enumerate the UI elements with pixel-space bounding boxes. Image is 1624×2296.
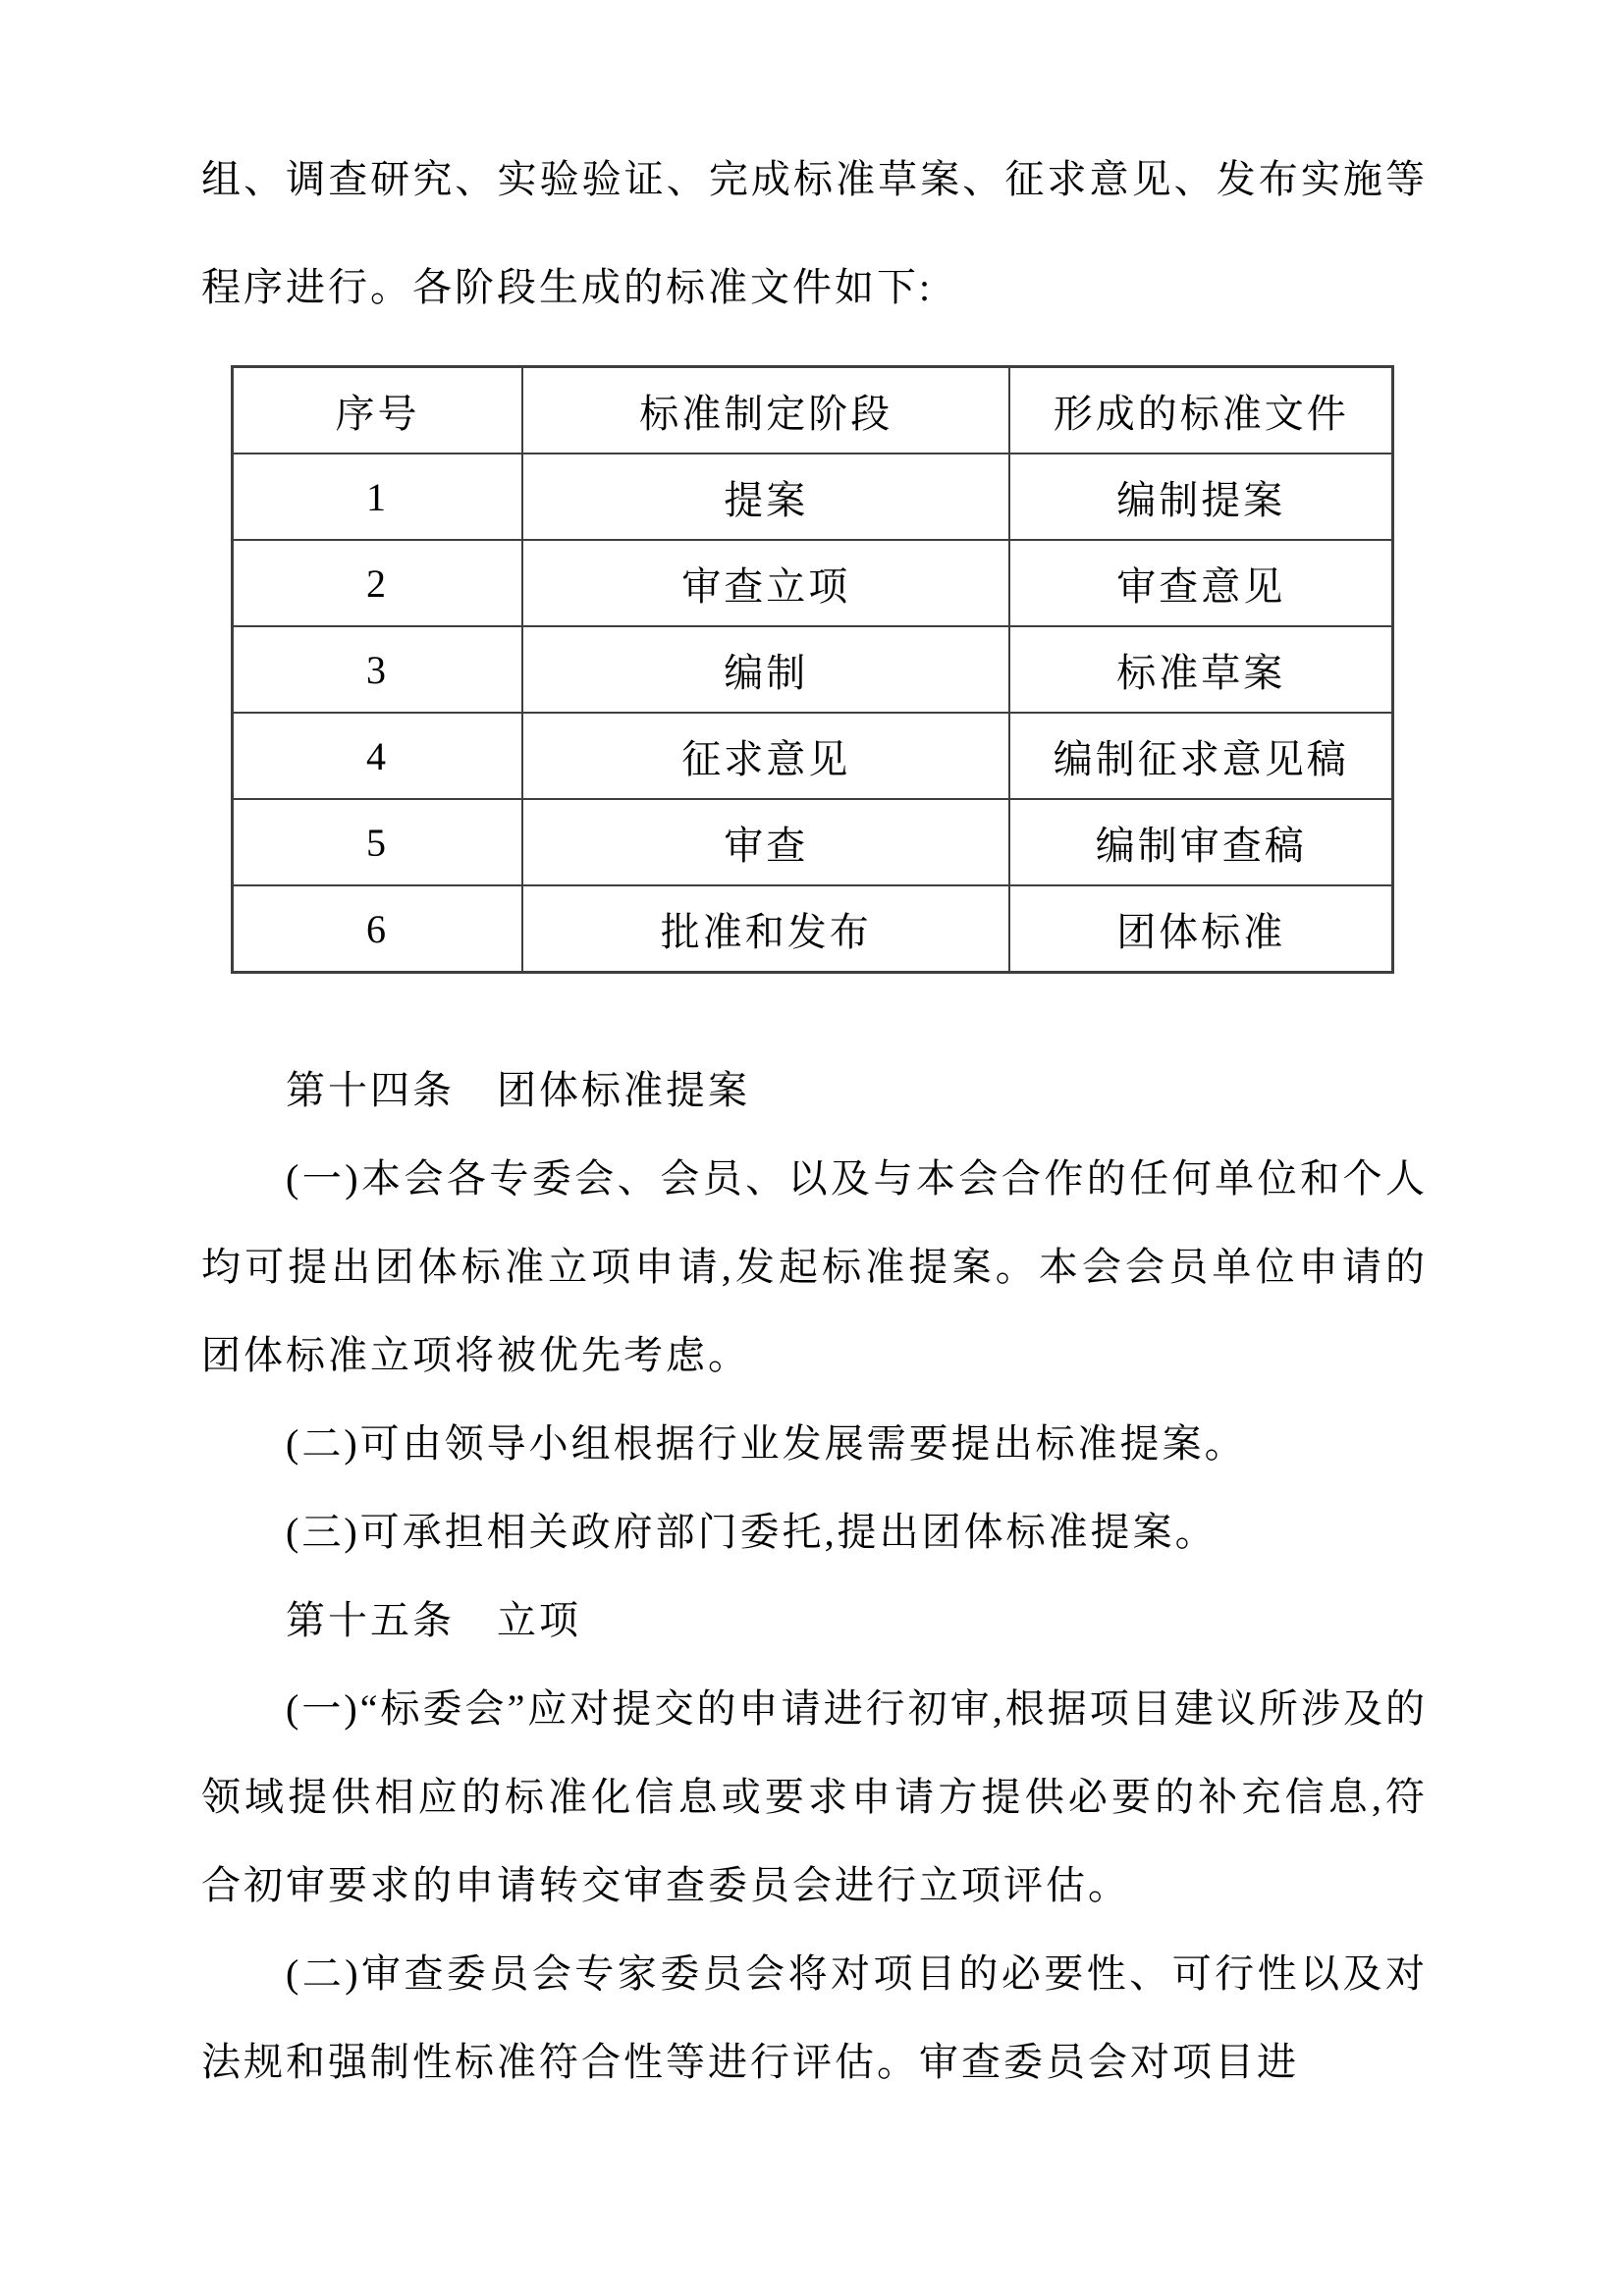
table-row [233,885,1393,973]
table-cell-output: 团体标准 [1009,885,1392,973]
table-row [233,540,1393,626]
table-cell-stage: 审查立项 [522,540,1009,626]
table-row [233,713,1393,799]
article-text-block [201,1046,1428,2107]
table-row [233,799,1393,885]
table-row [233,626,1393,713]
paragraph-article-15-heading: 第十五条 立项 [286,1598,581,1642]
table-cell-stage: 编制 [522,626,1009,713]
table-cell-stage: 征求意见 [522,713,1009,799]
table-row [233,454,1393,540]
table-header-row [233,367,1393,454]
table-cell-output: 编制审查稿 [1009,799,1392,885]
table-cell-index: 2 [233,540,523,626]
table-cell-output: 审查意见 [1009,540,1392,626]
paragraph-intro: 组、调查研究、实验验证、完成标准草案、征求意见、发布实施等程序进行。各阶段生成的标准文件如下: [201,157,1428,309]
table-cell-stage: 审查 [522,799,1009,885]
paragraph-article-15-clause-1: (一)“标委会”应对提交的申请进行初审,根据项目建议所涉及的领域提供相应的标准化信息或要求申请方提供必要的补充信息,符合初审要求的申请转交审查委员会进行立项评估。 [201,1686,1428,1907]
table-cell-output: 标准草案 [1009,626,1392,713]
paragraph-article-15-clause-2: (二)审查委员会专家委员会将对项目的必要性、可行性以及对法规和强制性标准符合性等进行评估。审查委员会对项目进 [201,1951,1428,2084]
paragraph-article-14-clause-1: (一)本会各专委会、会员、以及与本会合作的任何单位和个人均可提出团体标准立项申请,发起标准提案。本会会员单位申请的团体标准立项将被优先考虑。 [201,1156,1428,1377]
table-cell-index: 6 [233,885,523,973]
table-cell-index: 1 [233,454,523,540]
table-cell-stage: 提案 [522,454,1009,540]
table-header-cell-index: 序号 [233,367,523,454]
table-cell-index: 3 [233,626,523,713]
table-cell-stage: 批准和发布 [522,885,1009,973]
table-header-cell-output: 形成的标准文件 [1009,367,1392,454]
table-cell-index: 4 [233,713,523,799]
standards-stage-table [231,365,1394,974]
paragraph-article-14-clause-3: (三)可承担相关政府部门委托,提出团体标准提案。 [286,1510,1218,1554]
table-cell-output: 编制征求意见稿 [1009,713,1392,799]
paragraph-article-14-heading: 第十四条 团体标准提案 [286,1068,750,1112]
paragraph-article-14-clause-2: (二)可由领导小组根据行业发展需要提出标准提案。 [286,1421,1247,1466]
table-header-cell-stage: 标准制定阶段 [522,367,1009,454]
table-cell-index: 5 [233,799,523,885]
table-cell-output: 编制提案 [1009,454,1392,540]
